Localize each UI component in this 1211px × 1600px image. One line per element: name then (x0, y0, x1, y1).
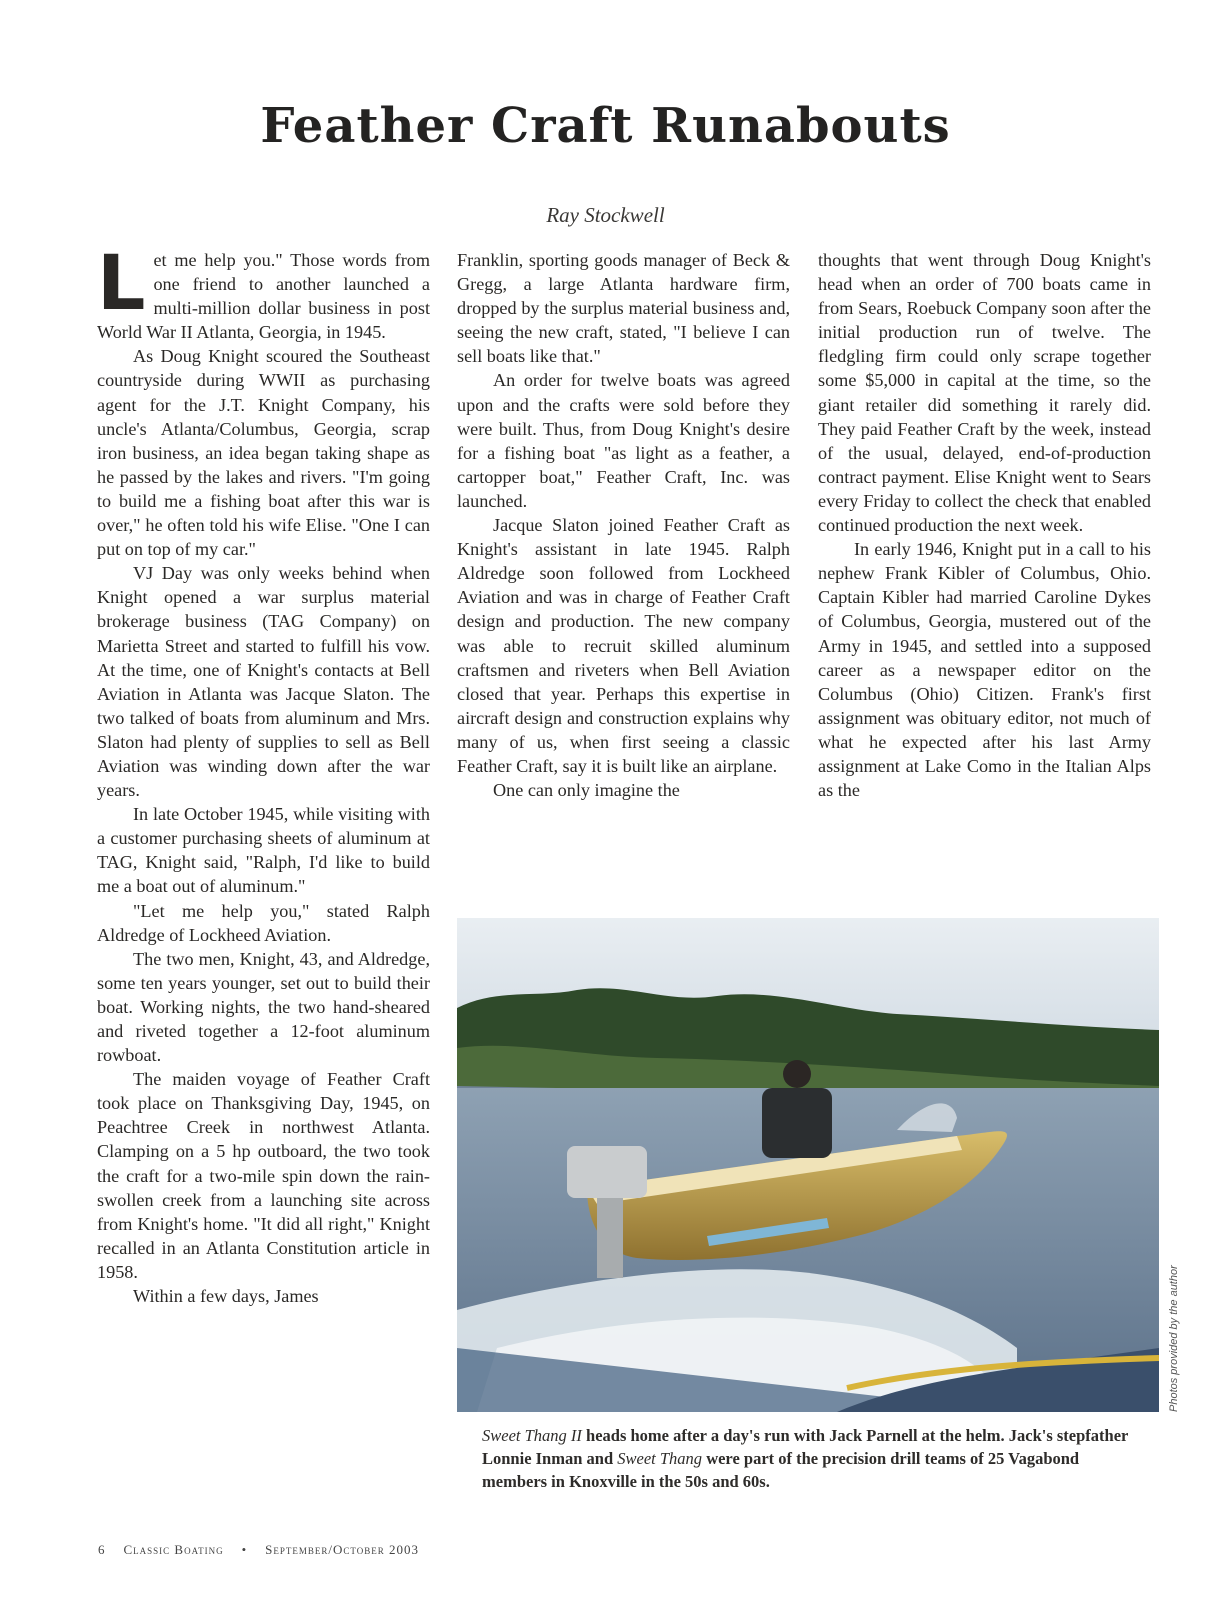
paragraph: The maiden voyage of Feather Craft took place on Thanksgiving Day, 1945, on Peachtree Creek in northwest Atlanta. Clamping on a 5 hp outboard, the two took the craft for a two-mile spin down the rain-swollen creek from a launching site across from Knight's home. "It did all right," Knight recalled in an Atlanta Constitution article in 1958. (97, 1069, 430, 1282)
paragraph: thoughts that went through Doug Knight's head when an order of 700 boats came in from Sears, Roebuck Company soon after the initial production run of twelve. The fledgling firm could only scrape together some $5,000 in capital at the time, so the giant retailer did something it rarely did. They paid Feather Craft by the week, instead of the usual, delayed, end-of-production contract payment. Elise Knight went to Sears every Friday to collect the check that enabled continued production the next week. (818, 250, 1151, 536)
caption-text: were part of the precision drill teams of 25 Vagabond members in Knoxville in the 50s and 60s. (482, 1449, 1080, 1491)
paragraph (97, 238, 430, 344)
footer-separator: • (241, 1542, 248, 1557)
drop-cap: L (97, 238, 146, 327)
paragraph: In late October 1945, while visiting with a customer purchasing sheets of aluminum at TAG, Knight said, "Ralph, I'd like to build me a boat out of aluminum." (97, 804, 430, 897)
outboard-shaft (597, 1198, 623, 1278)
issue-date: September/October 2003 (265, 1542, 419, 1557)
paragraph: Franklin, sporting goods manager of Beck & Gregg, a large Atlanta hardware firm, dropped by the surplus material business and, seeing the new craft, stated, "I believe I can sell boats like that." (457, 250, 790, 367)
photo-credit: Photos provided by the author (1168, 1265, 1180, 1412)
paragraph: The two men, Knight, 43, and Aldredge, some ten years younger, set out to build their boat. Working nights, the two hand-sheared and riveted together a 12-foot aluminum rowboat. (97, 948, 430, 1066)
boat-photo-illustration (457, 918, 1159, 1412)
paragraph-text: et me help you." Those words from one friend to another launched a multi-million dollar business in post World War II Atlanta, Georgia, in 1945. (97, 250, 430, 343)
text-column-3 (818, 248, 1151, 802)
text-column-1 (97, 238, 430, 1308)
boat-photo (457, 918, 1159, 1412)
photo-caption (482, 1424, 1142, 1493)
paragraph: An order for twelve boats was agreed upon and the crafts were sold before they were built. Thus, from Doug Knight's desire for a fishing boat "as light as a feather, a cartopper boat," Feather Craft, Inc. was launched. (457, 370, 790, 511)
caption-boat-name: Sweet Thang II (482, 1426, 582, 1445)
paragraph: Within a few days, James (133, 1286, 319, 1307)
caption-boat-name: Sweet Thang (617, 1449, 703, 1468)
outboard-motor (567, 1146, 647, 1198)
driver-figure (762, 1088, 832, 1158)
paragraph: Jacque Slaton joined Feather Craft as Knight's assistant in late 1945. Ralph Aldredge soon followed from Lockheed Aviation and was in charge of Feather Craft design and production. The new company was able to recruit skilled aluminum craftsmen and riveters when Bell Aviation closed that year. Perhaps this expertise in aircraft design and construction explains why many of us, when first seeing a classic Feather Craft, say it is built like an airplane. (457, 515, 790, 776)
page-footer (98, 1542, 437, 1558)
caption-text: heads home after a day's run with Jack Parnell at the helm. Jack's stepfather Lonnie Inman and (482, 1426, 1129, 1468)
paragraph: As Doug Knight scoured the Southeast countryside during WWII as purchasing agent for the J.T. Knight Company, his uncle's Atlanta/Columbus, Georgia, scrap iron business, an idea began taking shape as he passed by the lakes and rivers. "I'm going to build me a fishing boat after this war is over," he often told his wife Elise. "One I can put on top of my car." (97, 346, 430, 560)
driver-head (783, 1060, 811, 1088)
article-title: Feather Craft Runabouts (260, 98, 951, 154)
magazine-name: Classic Boating (123, 1542, 224, 1557)
byline: Ray Stockwell (546, 203, 665, 227)
text-column-2 (457, 248, 790, 802)
page-number: 6 (98, 1542, 106, 1557)
paragraph: In early 1946, Knight put in a call to his nephew Frank Kibler of Columbus, Ohio. Captain Kibler had married Caroline Dykes of Columbus, Georgia, mustered out of the Army in 1945, and settled into a supposed career as a newspaper editor on the Columbus (Ohio) Citizen. Frank's first assignment was obituary editor, not much of what he expected after his last Army assignment at Lake Como in the Italian Alps as the (818, 539, 1151, 801)
paragraph: One can only imagine the (493, 780, 680, 801)
paragraph: VJ Day was only weeks behind when Knight opened a war surplus material brokerage business (TAG Company) on Marietta Street and started to fulfill his vow. At the time, one of Knight's contacts at Bell Aviation in Atlanta was Jacque Slaton. The two talked of boats from aluminum and Mrs. Slaton had plenty of supplies to sell as Bell Aviation was winding down after the war years. (97, 563, 430, 801)
paragraph: "Let me help you," stated Ralph Aldredge of Lockheed Aviation. (97, 900, 430, 945)
